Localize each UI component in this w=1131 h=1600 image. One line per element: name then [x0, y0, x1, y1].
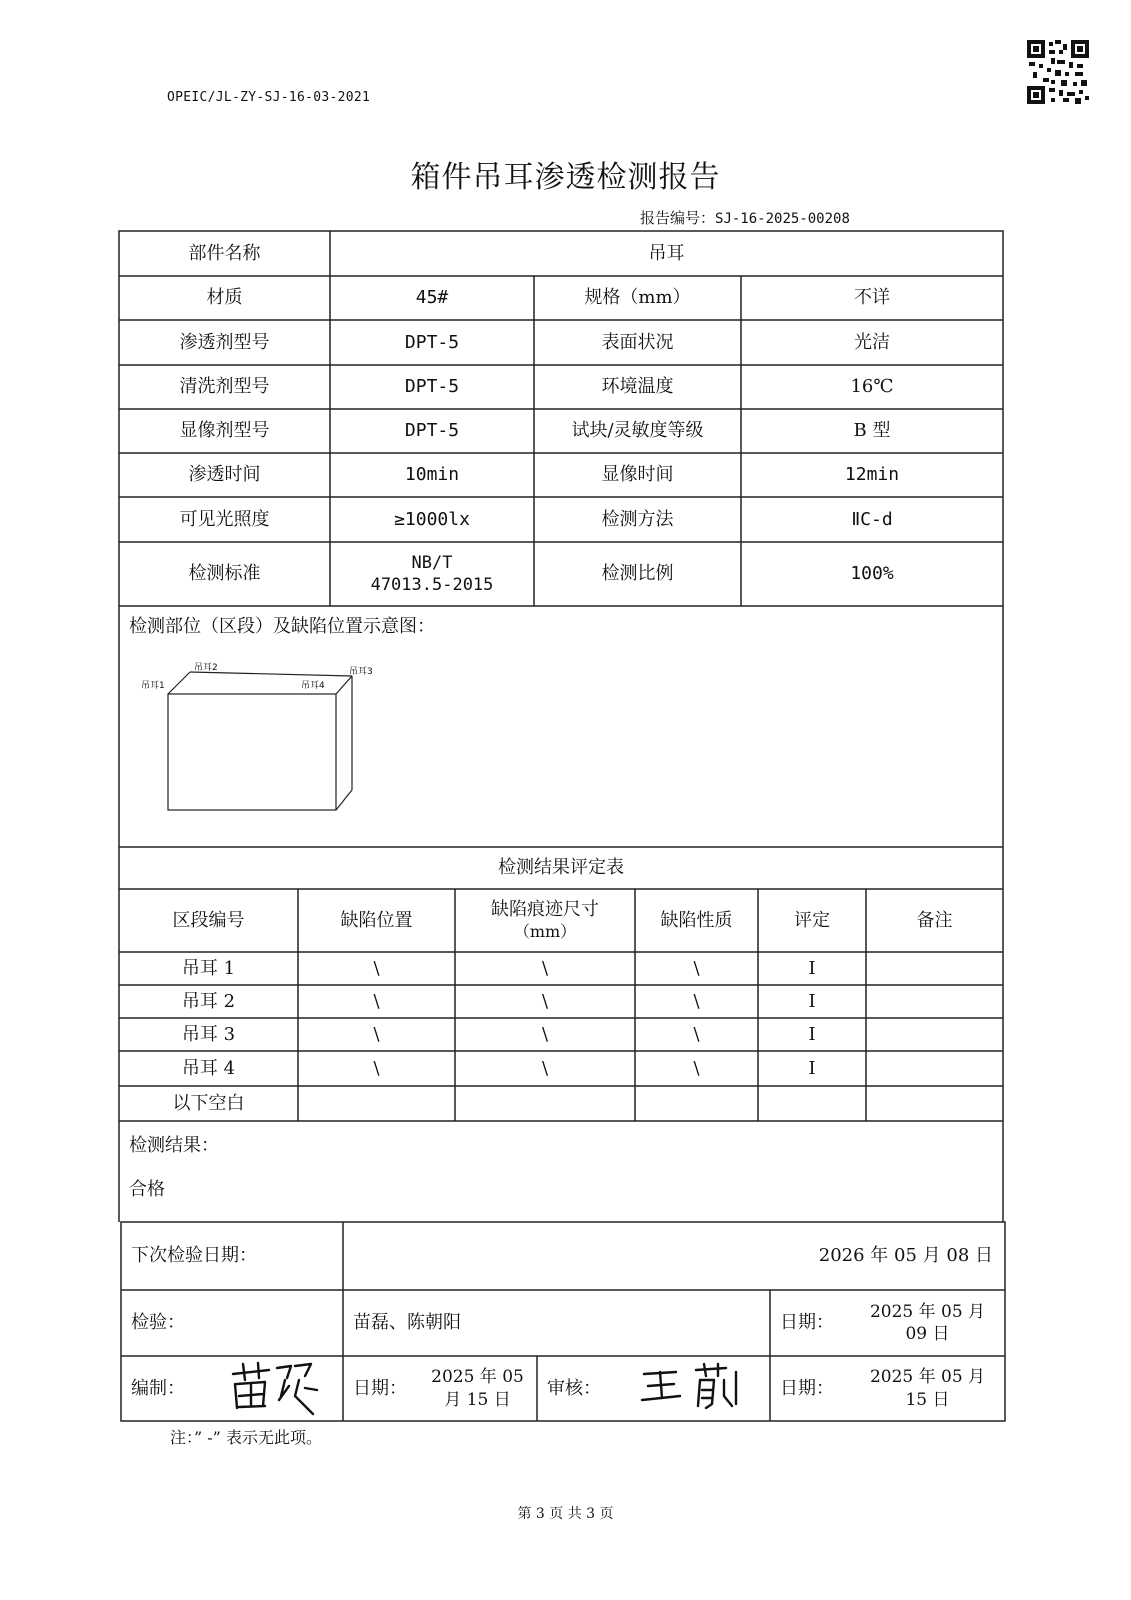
spec-label: 规格（mm） [584, 287, 691, 309]
table-row-grade: Ⅰ [808, 957, 816, 979]
compiler-label: 编制： [131, 1377, 185, 1399]
report-number-label: 报告编号： [640, 209, 716, 227]
surface-condition-value: 光洁 [854, 331, 890, 353]
header-grade: 评定 [794, 909, 830, 931]
table-row-grade: Ⅰ [808, 1057, 816, 1079]
compiler-signature [225, 1360, 325, 1418]
review-date-label: 日期： [780, 1377, 834, 1399]
spec-value: 不详 [854, 287, 890, 309]
compile-date [418, 1356, 537, 1421]
table-row-size: \ [541, 1023, 549, 1045]
box-sketch [138, 662, 388, 817]
report-title: 箱件吊耳渗透检测报告 [410, 160, 721, 195]
sketch-tag-1: 吊耳1 [141, 681, 165, 691]
table-row-grade: Ⅰ [808, 990, 816, 1012]
material-label: 材质 [206, 287, 243, 309]
penetration-time-value: 10min [404, 464, 460, 486]
table-row-nature: \ [693, 1057, 700, 1079]
penetrant-model-label: 渗透剂型号 [179, 331, 270, 353]
material-value: 45# [415, 287, 449, 309]
page-number: 第 3 页 共 3 页 [517, 1506, 614, 1522]
review-date [850, 1356, 1005, 1421]
compile-date-line2: 月 15 日 [444, 1389, 511, 1410]
header-defect-size-line1: 缺陷痕迹尺寸 [491, 899, 599, 921]
method-value: ⅡC-d [851, 508, 893, 530]
standard-value [330, 542, 534, 606]
table-row-position: \ [373, 957, 380, 979]
table-row-nature: \ [693, 990, 700, 1012]
illuminance-label: 可见光照度 [179, 508, 270, 530]
compile-date-label: 日期： [353, 1377, 407, 1399]
develop-time-value: 12min [844, 464, 900, 486]
method-label: 检测方法 [601, 508, 674, 530]
inspection-date-label: 日期： [780, 1312, 834, 1334]
header-defect-size-unit: （mm） [513, 921, 577, 941]
header-defect-nature: 缺陷性质 [660, 909, 733, 931]
penetrant-model-value: DPT-5 [404, 331, 460, 353]
table-row-position: \ [373, 1057, 380, 1079]
developer-model-label: 显像剂型号 [179, 420, 270, 442]
table-row-segment: 吊耳 2 [181, 990, 236, 1012]
document-code: OPEIC/JL-ZY-SJ-16-03-2021 [167, 90, 371, 105]
inspection-date [850, 1290, 1005, 1356]
sensitivity-label: 试块/灵敏度等级 [571, 420, 704, 442]
compile-date-line1: 2025 年 05 [431, 1367, 524, 1388]
table-row-remark [866, 985, 1003, 1018]
cleaner-model-value: DPT-5 [404, 376, 460, 398]
review-date-line2: 15 日 [905, 1389, 950, 1410]
illuminance-value: ≥1000lx [394, 508, 470, 530]
ambient-temp-value: 16℃ [850, 376, 894, 398]
table-row-size: \ [541, 990, 549, 1012]
inspection-date-line1: 2025 年 05 月 [869, 1301, 986, 1322]
results-title: 检测结果评定表 [498, 857, 624, 879]
ratio-value: 100% [850, 563, 894, 585]
table-row-segment: 吊耳 4 [181, 1057, 236, 1079]
header-defect-position: 缺陷位置 [340, 909, 413, 931]
inspection-date-line2: 09 日 [905, 1324, 950, 1344]
sketch-tag-3: 吊耳3 [349, 667, 373, 677]
table-row-segment: 吊耳 3 [181, 1023, 236, 1045]
part-name-label: 部件名称 [188, 242, 261, 264]
next-inspection-label: 下次检验日期： [131, 1245, 257, 1267]
sketch-tag-4: 吊耳4 [301, 681, 325, 691]
conclusion-value: 合格 [129, 1179, 165, 1200]
report-number-value: SJ-16-2025-00208 [715, 211, 850, 227]
inspector-label: 检验： [131, 1312, 185, 1334]
standard-value-line1: NB/T [411, 552, 453, 573]
standard-value-line2: 47013.5-2015 [370, 575, 494, 595]
reviewer-label: 审核： [547, 1377, 601, 1399]
table-row-remark [866, 1051, 1003, 1086]
ratio-label: 检测比例 [601, 563, 674, 585]
penetration-time-label: 渗透时间 [188, 464, 261, 486]
developer-model-value: DPT-5 [404, 420, 460, 442]
standard-label: 检测标准 [188, 563, 261, 585]
table-row-remark [866, 952, 1003, 985]
table-row-remark [866, 1018, 1003, 1051]
review-date-line1: 2025 年 05 月 [869, 1367, 986, 1388]
sketch-tag-2: 吊耳2 [194, 663, 218, 673]
table-row-size: \ [541, 957, 549, 979]
surface-condition-label: 表面状况 [601, 331, 674, 353]
blank-row-label: 以下空白 [172, 1092, 245, 1114]
table-row-size: \ [541, 1057, 549, 1079]
footnote: 注：” -” 表示无此项。 [170, 1428, 322, 1447]
conclusion-label: 检测结果： [129, 1135, 219, 1156]
part-name-value: 吊耳 [648, 242, 685, 264]
develop-time-label: 显像时间 [601, 464, 674, 486]
table-row-nature: \ [693, 957, 700, 979]
table-row-position: \ [373, 1023, 380, 1045]
cleaner-model-label: 清洗剂型号 [179, 376, 270, 398]
ambient-temp-label: 环境温度 [601, 376, 674, 398]
header-defect-size [455, 889, 635, 952]
next-inspection-date: 2026 年 05 月 08 日 [818, 1245, 993, 1267]
sketch-label: 检测部位（区段）及缺陷位置示意图： [129, 616, 435, 637]
table-row-grade: Ⅰ [808, 1023, 816, 1045]
table-row-position: \ [373, 990, 380, 1012]
sensitivity-value: B 型 [853, 420, 891, 442]
table-row-segment: 吊耳 1 [181, 957, 236, 979]
header-segment: 区段编号 [172, 909, 245, 931]
reviewer-signature [640, 1362, 750, 1414]
table-row-nature: \ [693, 1023, 700, 1045]
inspector-names: 苗磊、陈朝阳 [353, 1312, 461, 1334]
header-remark: 备注 [916, 909, 953, 931]
